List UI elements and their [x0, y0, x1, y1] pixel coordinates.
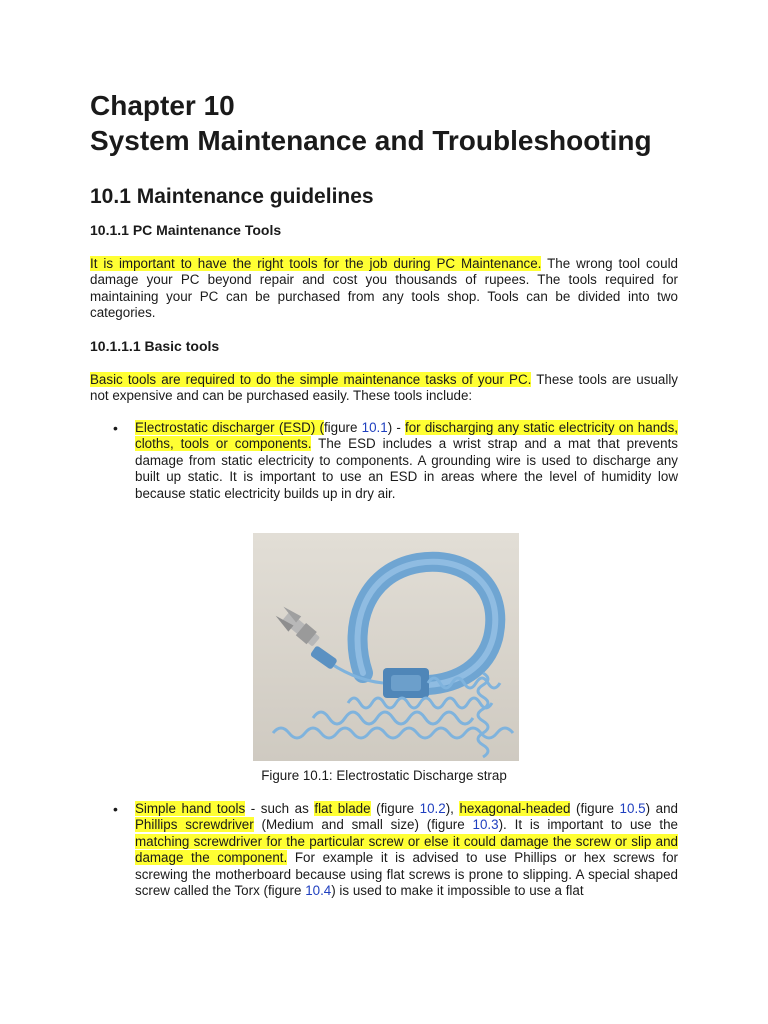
figure-caption: Figure 10.1: Electrostatic Discharge strap: [261, 768, 507, 783]
text-segment: (figure: [570, 801, 620, 816]
highlighted-text: Simple hand tools: [135, 801, 246, 816]
chapter-title: [90, 88, 652, 158]
figure-reference-link[interactable]: 10.3: [472, 817, 499, 833]
figure-reference-link[interactable]: 10.1: [361, 420, 388, 435]
highlighted-text: Electrostatic discharger (ESD) (: [135, 420, 324, 435]
subsubsection-heading: 10.1.1.1 Basic tools: [90, 338, 220, 354]
figure-reference-link[interactable]: 10.5: [619, 801, 646, 816]
bullet-marker: •: [113, 420, 118, 436]
text-segment: (figure: [370, 801, 420, 816]
text-segment: ) -: [387, 420, 405, 435]
text-segment: For example it is advised to use Phillips or hex screws for screwing the motherboard because using flat screws is prone to slipping. A special shaped screw called the Torx (figure: [135, 850, 678, 899]
highlighted-text: hexagonal-headed: [459, 801, 571, 816]
text-segment: - such as: [245, 801, 315, 816]
text-segment: figure: [323, 420, 362, 435]
chapter-name: System Maintenance and Troubleshooting: [90, 125, 652, 156]
intro-paragraph: [90, 256, 678, 322]
esd-strap-illustration: [253, 533, 519, 761]
highlighted-text: Basic tools are required to do the simple maintenance tasks of your PC.: [90, 372, 532, 387]
figure-reference-link[interactable]: 10.4: [305, 883, 332, 899]
figure-reference-link[interactable]: 10.2: [419, 801, 446, 816]
highlighted-text: flat blade: [314, 801, 371, 816]
highlighted-text: Phillips screwdriver: [135, 817, 254, 833]
section-heading: 10.1 Maintenance guidelines: [90, 185, 374, 208]
basic-tools-paragraph: [90, 372, 678, 405]
paragraph-text: These tools are usually not expensive and can be purchased easily. These tools include:: [90, 372, 678, 404]
chapter-number: Chapter 10: [90, 90, 235, 121]
esd-strap-image: [253, 533, 519, 761]
subsection-heading: 10.1.1 PC Maintenance Tools: [90, 222, 282, 238]
list-item-hand-tools: [135, 801, 678, 899]
text-segment: ) is used to make it impossible to use a flat: [331, 883, 584, 899]
paragraph-text: The wrong tool could damage your PC beyond repair and cost you thousands of rupees. The tools required for maintaining your PC can be purchased from any tools shop. Tools can be divided into two categories.: [90, 256, 678, 321]
highlighted-text: matching screwdriver for the particular screw or else it could damage the screw or slip and damage the component.: [135, 833, 678, 866]
bullet-marker: •: [113, 801, 118, 817]
highlighted-text: for discharging any static electricity on hands, cloths, tools or components.: [135, 420, 678, 452]
list-item-esd: [135, 420, 678, 502]
text-segment: ) and: [645, 801, 678, 816]
text-segment: ). It is important to use the: [498, 817, 678, 833]
highlighted-text: It is important to have the right tools for the job during PC Maintenance.: [90, 256, 542, 271]
text-segment: ),: [445, 801, 460, 816]
text-segment: (Medium and small size) (figure: [253, 817, 473, 833]
text-segment: The ESD includes a wrist strap and a mat that prevents damage from static electricity to components. A grounding wire is used to discharge any built up static. It is important to use an ESD in areas where the level of humidity low because static electricity builds up in dry air.: [135, 436, 678, 501]
